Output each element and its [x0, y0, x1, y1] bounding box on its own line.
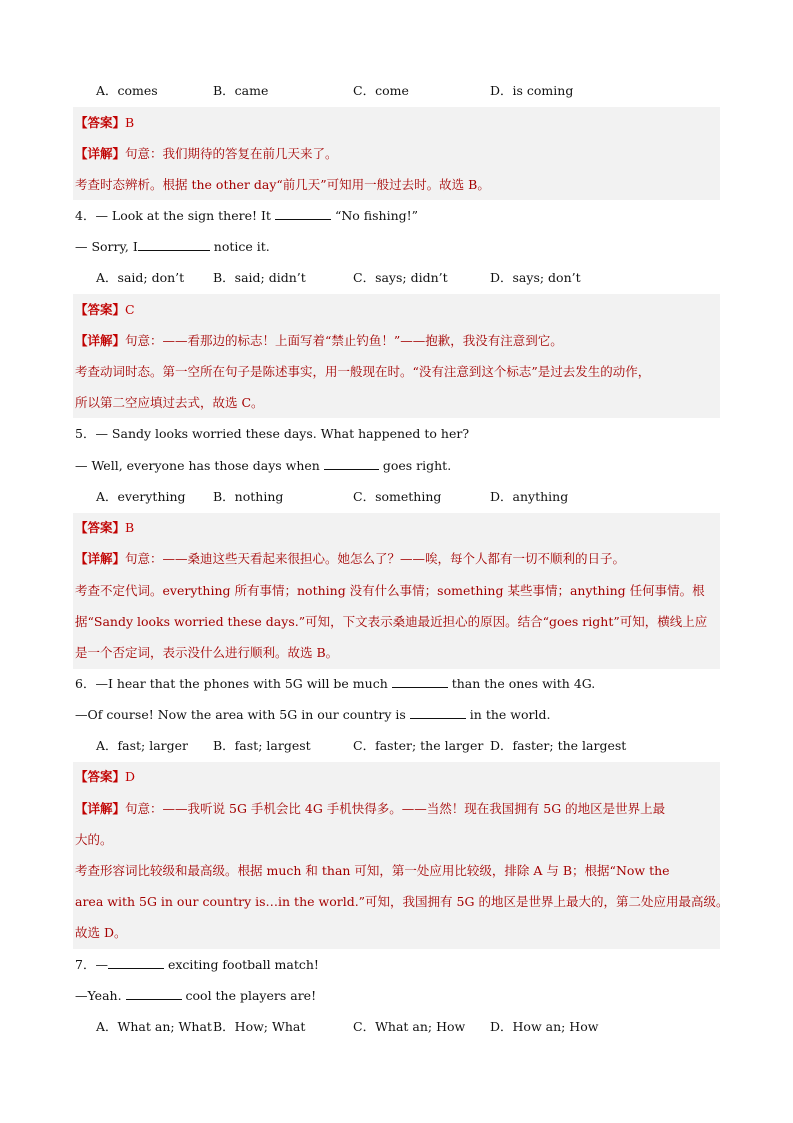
q6-question-line2 — [75, 705, 720, 725]
answer-tag: 【答案】 — [75, 115, 126, 130]
detail-tag: 【详解】 — [75, 333, 126, 348]
answer-blank — [410, 705, 466, 719]
q6-option-d: D．faster; the largest — [490, 738, 627, 753]
q3-detail-line — [75, 144, 720, 164]
q6-explanation-1: 考查形容词比较级和最高级。根据 much 和 than 可知，第一处应用比较级，排除 A 与 B；根据“Now the — [75, 863, 670, 878]
q4-option-b: B．said; didn’t — [213, 270, 306, 285]
q4-detail-line — [75, 331, 720, 351]
answer-blank — [324, 456, 379, 470]
detail-text: 句意：——桑迪这些天看起来很担心。她怎么了？——唉，每个人都有一切不顺利的日子。 — [125, 551, 626, 566]
q7-line2-end: cool the players are! — [185, 988, 317, 1003]
detail-tag: 【详解】 — [75, 551, 126, 566]
q5-line2-end: goes right. — [382, 458, 452, 473]
q6-option-a: A．fast; larger — [96, 738, 189, 753]
q5-explanation-3: 是一个否定词，表示没什么进行顺利。故选 B。 — [75, 645, 339, 660]
q6-line2-end: in the world. — [469, 707, 551, 722]
q6-option-c: C．faster; the larger — [353, 738, 484, 753]
answer-blank — [126, 986, 182, 1000]
q4-answer-line — [75, 300, 720, 320]
q4-option-a: A．said; don’t — [96, 270, 185, 285]
q5-line2-text: — Well, everyone has those days when — [75, 458, 320, 473]
answer-value: B — [125, 115, 135, 130]
q6-explanation-2: area with 5G in our country is…in the world.”可知，我国拥有 5G 的地区是世界上最大的，第二处应用最高级。 — [75, 894, 729, 909]
q5-explanation-1: 考查不定代词。everything 所有事情；nothing 没有什么事情；something 某些事情；anything 任何事情。根 — [75, 583, 705, 598]
answer-tag: 【答案】 — [75, 769, 126, 784]
q5-question-line1: 5．— Sandy looks worried these days. What happened to her? — [75, 426, 470, 441]
q4-question-line1 — [75, 206, 720, 226]
q7-option-d: D．How an; How — [490, 1019, 599, 1034]
q5-detail-line — [75, 549, 720, 569]
q5-option-c: C．something — [353, 489, 442, 504]
q7-option-b: B．How; What — [213, 1019, 306, 1034]
answer-blank — [275, 206, 331, 220]
q4-line2-end: notice it. — [213, 239, 270, 254]
q5-explanation-2: 据“Sandy looks worried these days.”可知，下文表示桑迪最近担心的原因。结合“goes right”可知，横线上应 — [75, 614, 708, 629]
q3-answer-line — [75, 113, 720, 133]
q3-option-c: C．come — [353, 83, 409, 98]
answer-blank — [108, 955, 164, 969]
q6-line2-text: —Of course! Now the area with 5G in our country is — [75, 707, 406, 722]
q6-option-b: B．fast; largest — [213, 738, 311, 753]
q7-line1-end: exciting football match! — [167, 957, 319, 972]
q4-question-line2 — [75, 237, 720, 257]
q7-question-line2 — [75, 986, 720, 1006]
q7-line2-text: —Yeah. — [75, 988, 122, 1003]
q7-option-c: C．What an; How — [353, 1019, 466, 1034]
answer-blank — [138, 237, 210, 251]
detail-text: 句意：——看那边的标志！上面写着“禁止钓鱼！”——抱歉，我没有注意到它。 — [125, 333, 563, 348]
q5-answer-line — [75, 518, 720, 538]
q5-question-line2 — [75, 456, 720, 476]
q3-option-d: D．is coming — [490, 83, 574, 98]
q6-detail-line — [75, 799, 720, 819]
answer-value: B — [125, 520, 135, 535]
q4-option-c: C．says; didn’t — [353, 270, 448, 285]
q4-explanation-1: 考查动词时态。第一空所在句子是陈述事实，用一般现在时。“没有注意到这个标志”是过去发生的动作， — [75, 364, 651, 379]
q6-line1-text: 6．—I hear that the phones with 5G will be much — [75, 676, 388, 691]
q7-question-line1 — [75, 955, 720, 975]
q3-option-b: B．came — [213, 83, 269, 98]
q7-line1-text: 7．— — [75, 957, 108, 972]
q4-option-d: D．says; don’t — [490, 270, 581, 285]
detail-text: 句意：我们期待的答复在前几天来了。 — [125, 146, 338, 161]
q4-line1-end: “No fishing!” — [334, 208, 419, 223]
q6-question-line1 — [75, 674, 720, 694]
answer-value: D — [125, 769, 136, 784]
answer-tag: 【答案】 — [75, 302, 126, 317]
q5-option-a: A．everything — [96, 489, 186, 504]
answer-value: C — [125, 302, 135, 317]
answer-blank — [392, 674, 448, 688]
detail-tag: 【详解】 — [75, 801, 126, 816]
detail-tag: 【详解】 — [75, 146, 126, 161]
q6-explanation-3: 故选 D。 — [75, 925, 127, 940]
q5-option-b: B．nothing — [213, 489, 284, 504]
q3-explanation: 考查时态辨析。根据 the other day“前几天”可知用一般过去时。故选 B。 — [75, 177, 490, 192]
q6-line1-end: than the ones with 4G. — [451, 676, 596, 691]
q7-option-a: A．What an; What — [96, 1019, 212, 1034]
q4-line1-text: 4．— Look at the sign there! It — [75, 208, 271, 223]
q4-line2-text: — Sorry, I — [75, 239, 138, 254]
q6-answer-line — [75, 767, 720, 787]
q3-option-a: A．comes — [96, 83, 158, 98]
q6-answer-panel — [73, 762, 729, 949]
detail-text: 句意：——我听说 5G 手机会比 4G 手机快得多。——当然！现在我国拥有 5G 的地区是世界上最 — [125, 801, 666, 816]
q6-detail-line-2: 大的。 — [75, 832, 113, 847]
answer-tag: 【答案】 — [75, 520, 126, 535]
q5-option-d: D．anything — [490, 489, 569, 504]
q4-explanation-2: 所以第二空应填过去式，故选 C。 — [75, 395, 264, 410]
